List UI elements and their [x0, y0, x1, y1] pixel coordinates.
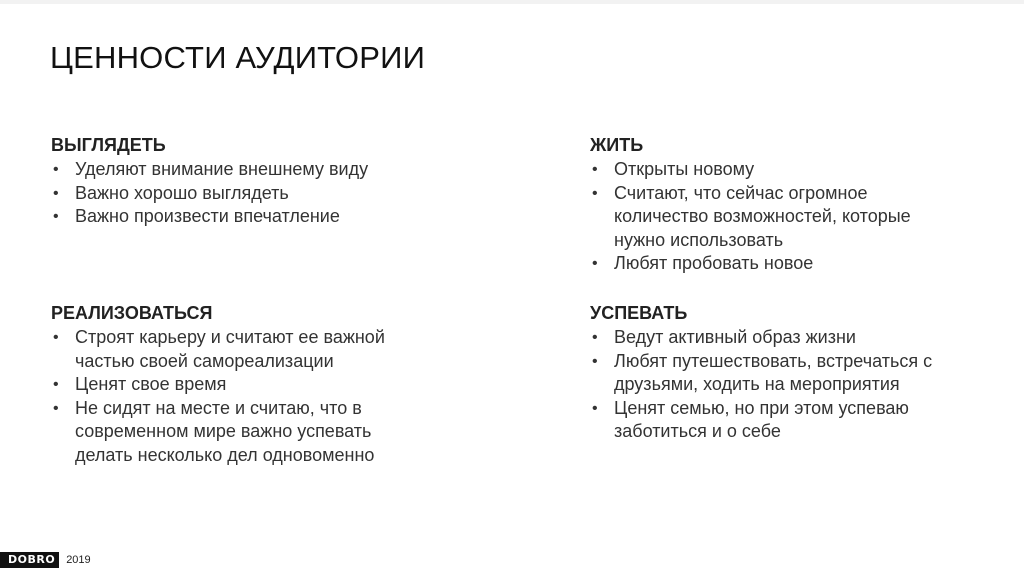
values-block-zhit — [590, 133, 980, 276]
block-heading: УСПЕВАТЬ — [590, 303, 688, 323]
block-heading: ЖИТЬ — [590, 135, 644, 155]
bullet-text: Ценят семью, но при этом успеваю заботиться и о себе — [614, 397, 909, 441]
bullet-item — [51, 397, 420, 468]
bullet-item — [51, 182, 431, 206]
footer — [0, 551, 91, 569]
bullet-text: Считают, что сейчас огромное количество возможностей, которые нужно использовать — [614, 182, 911, 250]
values-block-uspevat — [590, 301, 980, 444]
bullet-list — [590, 158, 980, 276]
bullet-icon: • — [53, 161, 59, 178]
page-title: ЦЕННОСТИ АУДИТОРИИ — [50, 40, 426, 75]
bullet-list — [590, 326, 980, 444]
bullet-icon: • — [592, 184, 598, 202]
bullet-item — [51, 326, 420, 373]
bullet-icon: • — [592, 329, 598, 346]
bullet-text: Важно произвести впечатление — [75, 206, 340, 226]
bullet-text: Ведут активный образ жизни — [614, 327, 856, 347]
bullet-list — [51, 326, 431, 467]
values-block-vyglyadet — [51, 133, 431, 229]
bullet-icon: • — [53, 184, 59, 202]
bullet-icon: • — [53, 376, 59, 393]
dobro-logo: DOBRO — [0, 552, 59, 568]
bullet-text: Любят путешествовать, встречаться с друзьями, ходить на мероприятия — [614, 350, 933, 394]
bullet-icon: • — [53, 208, 59, 225]
bullet-icon: • — [53, 399, 59, 417]
bullet-item — [590, 397, 974, 444]
values-block-realizovatsya — [51, 301, 431, 467]
bullet-icon: • — [53, 329, 59, 346]
bullet-item — [51, 158, 431, 182]
bullet-item — [590, 182, 944, 253]
bullet-list — [51, 158, 431, 229]
bullet-text: Не сидят на месте и считаю, что в современном мире важно успевать делать несколько дел одновоменно — [75, 397, 375, 465]
block-heading: ВЫГЛЯДЕТЬ — [51, 135, 166, 155]
bullet-text: Открыты новому — [614, 159, 755, 179]
bullet-icon: • — [592, 399, 598, 417]
bullet-icon: • — [592, 161, 598, 178]
bullet-icon: • — [592, 255, 598, 272]
top-divider — [0, 0, 1024, 4]
block-heading: РЕАЛИЗОВАТЬСЯ — [51, 303, 213, 323]
bullet-text: Ценят свое время — [75, 374, 227, 394]
bullet-item — [51, 373, 431, 397]
bullet-item — [590, 350, 974, 397]
bullet-item — [590, 326, 980, 350]
bullet-item — [590, 158, 980, 182]
bullet-text: Важно хорошо выглядеть — [75, 182, 289, 203]
bullet-text: Уделяют внимание внешнему виду — [75, 159, 369, 179]
bullet-text: Строят карьеру и считают ее важной частью своей самореализации — [75, 327, 385, 371]
bullet-item — [590, 252, 980, 276]
bullet-text: Любят пробовать новое — [614, 253, 814, 273]
bullet-icon: • — [592, 352, 598, 370]
bullet-item — [51, 205, 431, 229]
footer-year: 2019 — [66, 554, 91, 566]
